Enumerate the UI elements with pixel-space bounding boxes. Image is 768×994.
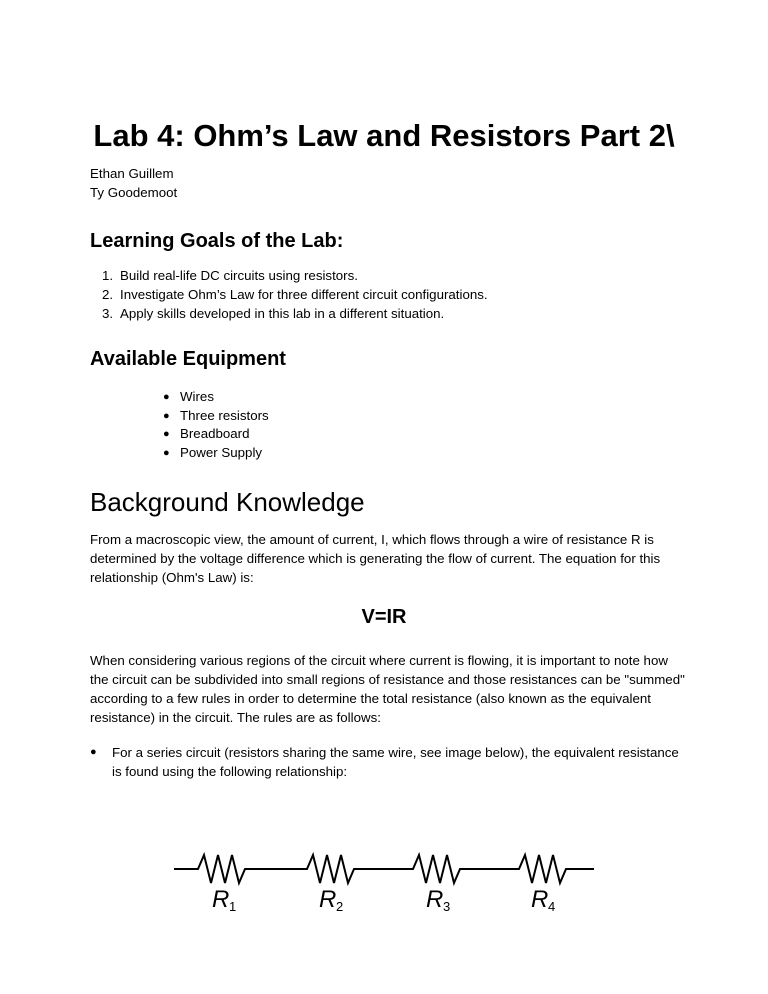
author-name: Ethan Guillem xyxy=(90,166,174,181)
bullet-icon: ● xyxy=(163,428,170,440)
ohms-law-equation: V=IR xyxy=(361,606,407,628)
bullet-icon: ● xyxy=(90,746,97,758)
document-title: Lab 4: Ohm’s Law and Resistors Part 2\ xyxy=(93,118,675,153)
resistor-subscript: 2 xyxy=(336,899,344,914)
resistor-label-r1: R xyxy=(212,886,230,913)
bullet-icon: ● xyxy=(163,391,170,403)
resistor-label-r4: R xyxy=(531,886,549,913)
resistor-label-r2: R xyxy=(319,886,337,913)
equipment-heading: Available Equipment xyxy=(90,348,286,370)
series-resistor-diagram xyxy=(174,844,604,914)
resistor-subscript: 1 xyxy=(229,899,237,914)
resistor-subscript: 3 xyxy=(443,899,451,914)
learning-goals-heading: Learning Goals of the Lab: xyxy=(90,230,344,252)
bullet-icon: ● xyxy=(163,446,170,459)
background-paragraph: From a macroscopic view, the amount of current, I, which flows through a wire of resistance R is determined by the voltage difference which is generating the flow of current. The equation for this relationship (Ohm's Law) is: xyxy=(90,532,661,585)
series-wire-and-resistors xyxy=(174,855,594,883)
author-name: Ty Goodemoot xyxy=(90,185,178,200)
bullet-icon: ● xyxy=(163,409,170,422)
resistor-label-r3: R xyxy=(426,886,444,913)
background-heading: Background Knowledge xyxy=(90,487,365,517)
rules-paragraph: When considering various regions of the circuit where current is flowing, it is important to note how the circuit can be subdivided into small regions of resistance and those resistances can be "summed" according to a few rules in order to determine the total resistance (also known as the equivalent resistance) in the circuit. The rules are as follows: xyxy=(90,653,685,725)
resistor-subscript: 4 xyxy=(548,899,556,914)
